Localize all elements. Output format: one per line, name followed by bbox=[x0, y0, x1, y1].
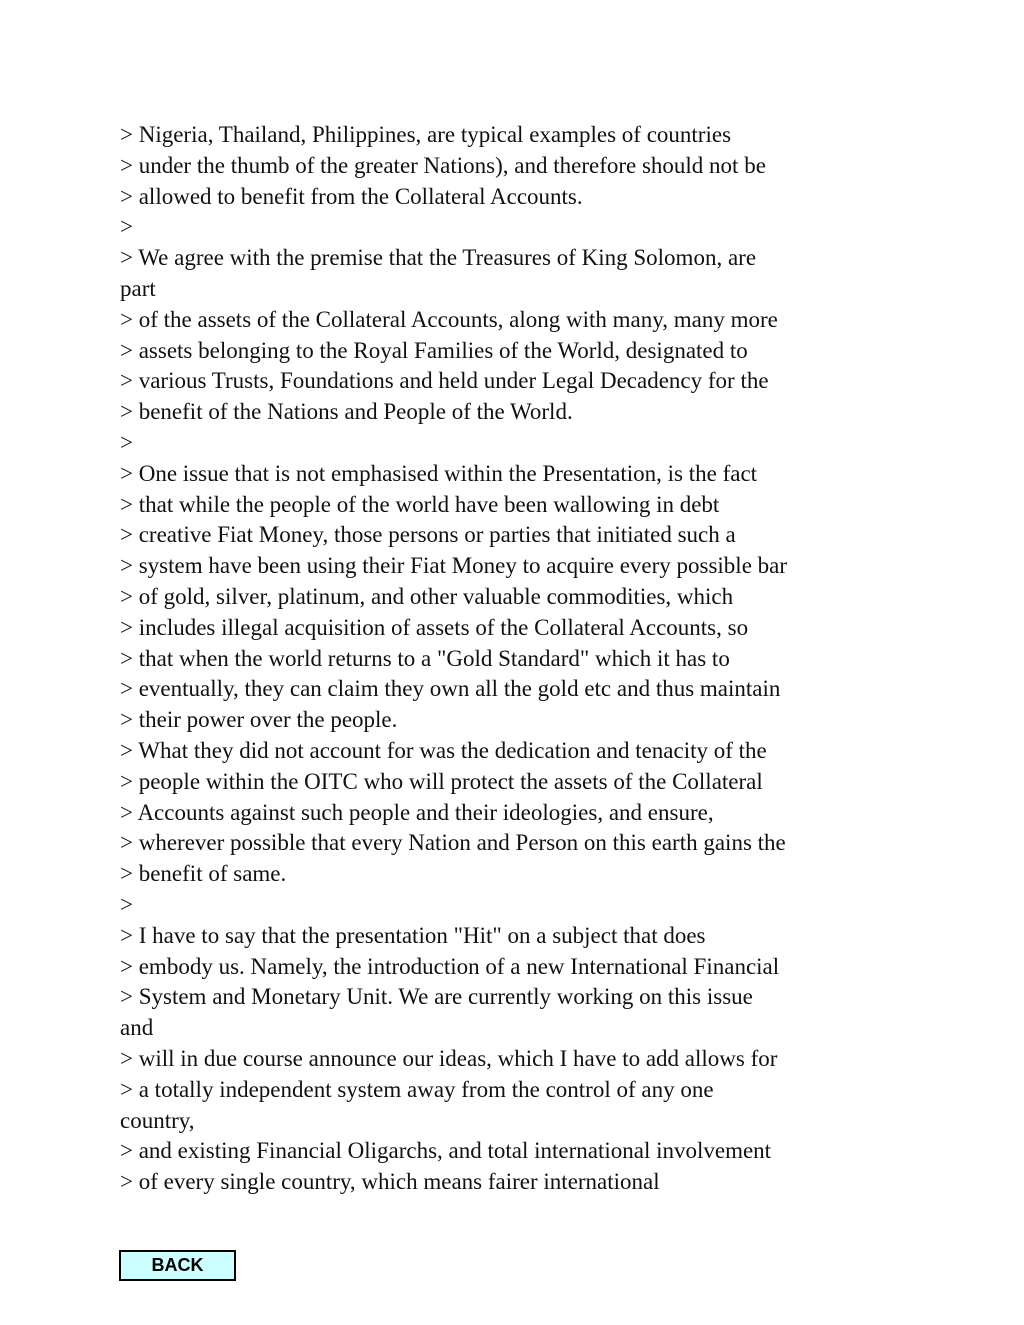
text-line: > creative Fiat Money, those persons or parties that initiated such a bbox=[120, 522, 736, 548]
text-line: > various Trusts, Foundations and held under Legal Decadency for the bbox=[120, 368, 769, 394]
text-line: > bbox=[120, 891, 133, 917]
text-line: > embody us. Namely, the introduction of a new International Financial bbox=[120, 953, 780, 979]
text-line: > of the assets of the Collateral Accounts, along with many, many more bbox=[120, 306, 778, 332]
text-line: > benefit of same. bbox=[120, 861, 287, 887]
text-line: > bbox=[120, 429, 133, 455]
text-line: > What they did not account for was the dedication and tenacity of the bbox=[120, 737, 767, 763]
text-line: > of every single country, which means fairer international bbox=[120, 1169, 660, 1195]
text-line: > allowed to benefit from the Collateral Accounts. bbox=[120, 183, 583, 209]
text-line: > One issue that is not emphasised within the Presentation, is the fact bbox=[120, 460, 758, 486]
text-line: > that when the world returns to a "Gold Standard" which it has to bbox=[120, 645, 730, 671]
text-line: > includes illegal acquisition of assets of the Collateral Accounts, so bbox=[120, 614, 749, 640]
text-line: > We agree with the premise that the Treasures of King Solomon, are bbox=[120, 245, 757, 271]
text-line: > people within the OITC who will protect the assets of the Collateral bbox=[120, 768, 763, 794]
back-button[interactable]: BACK bbox=[119, 1250, 236, 1281]
text-line: > and existing Financial Oligarchs, and total international involvement bbox=[120, 1138, 772, 1164]
text-line: > will in due course announce our ideas, which I have to add allows for bbox=[120, 1045, 778, 1071]
text-line: > Nigeria, Thailand, Philippines, are typical examples of countries bbox=[120, 122, 732, 147]
text-line: part bbox=[120, 275, 156, 301]
text-line: country, bbox=[120, 1107, 195, 1133]
text-line: > Accounts against such people and their ideologies, and ensure, bbox=[120, 799, 714, 825]
text-line: > assets belonging to the Royal Families of the World, designated to bbox=[120, 337, 748, 363]
text-line: > their power over the people. bbox=[120, 707, 398, 733]
email-body-text bbox=[120, 120, 910, 1198]
text-line: > under the thumb of the greater Nations), and therefore should not be bbox=[120, 152, 766, 178]
text-line: > wherever possible that every Nation and Person on this earth gains the bbox=[120, 830, 786, 856]
text-line: > I have to say that the presentation "Hit" on a subject that does bbox=[120, 922, 706, 948]
text-line: and bbox=[120, 1015, 154, 1041]
text-line: > eventually, they can claim they own all the gold etc and thus maintain bbox=[120, 676, 781, 702]
text-line: > a totally independent system away from the control of any one bbox=[120, 1076, 714, 1102]
text-line: > System and Monetary Unit. We are currently working on this issue bbox=[120, 984, 753, 1010]
text-line: > of gold, silver, platinum, and other valuable commodities, which bbox=[120, 583, 734, 609]
text-line: > benefit of the Nations and People of the World. bbox=[120, 399, 573, 425]
text-line: > system have been using their Fiat Money to acquire every possible bar bbox=[120, 553, 788, 579]
text-line: > that while the people of the world have been wallowing in debt bbox=[120, 491, 720, 517]
text-line: > bbox=[120, 214, 133, 240]
